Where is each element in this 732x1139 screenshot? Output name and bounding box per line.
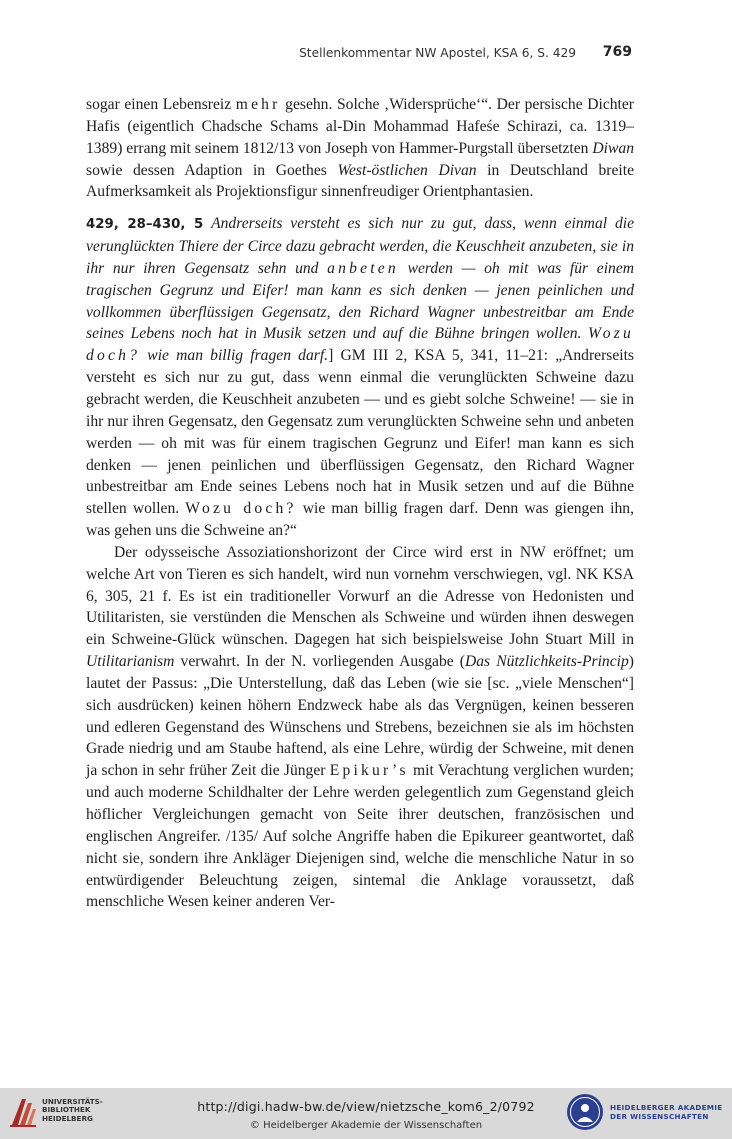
text-run: wie man billig fragen darf. Denn was giengen ihn, was gehen uns die Schweine an?“	[86, 500, 634, 540]
running-head	[86, 44, 634, 64]
text-run: verwahrt. In der N. vorliegenden Ausgabe (	[174, 653, 465, 671]
text-run: sogar einen Lebensreiz	[86, 96, 236, 113]
logo-line: HEIDELBERGER AKADEMIE	[610, 1103, 723, 1112]
lemma-run: werden — oh mit was für einem tragischen Gegrunz und Eifer! man kann es sich denken — jenen peinlichen und vollkommen überflüssigen Gegensatz, den Richard Wagner unbestreitbar am Ende seines Lebens noch hat in Musik setzen und auf die Bühne bringen wollen.	[86, 259, 635, 343]
paragraph-commentary	[86, 542, 634, 913]
spaced-emphasis: anbeten	[327, 259, 399, 277]
italic-title: Diwan	[592, 139, 634, 157]
page-number: 769	[602, 44, 632, 60]
commentary-entry	[86, 213, 634, 542]
viewer-footer	[0, 1088, 732, 1139]
spaced-emphasis: Wozu doch?	[185, 500, 297, 518]
text-run: Der odysseische Assoziationshorizont der Circe wird erst in NW eröffnet; um welche Art von Tieren es sich handelt, wird nun vornehm verschwiegen, vgl. NK KSA 6, 305, 21 f. Es ist ein traditioneller Vorwurf an die Adresse von Hedonisten und Utilitaristen, sie verstünden die Menschen als Schweine und würden ihnen deswegen ein Schweine-Glück wünschen. Dagegen hat sich beispielsweise John Stuart Mill in	[86, 543, 634, 649]
lemma-reference: 429, 28–430, 5	[86, 217, 204, 233]
text-run: mit Verachtung verglichen wurden; und auch moderne Schildhalter der Lehre werden gelegentlich zum Gegenstand gleich höflicher Vergleichungen gemacht von Seite ihrer deutschen, französischen und englischen Angreifer. /135/ Auf solche Angriffe haben die Epikureer geantwortet, daß nicht sie, sondern ihre Ankläger Diejenigen sind, welche die menschliche Natur in so entwürdigender Beleuchtung zeigen, sintemal die Anklage voraussetzt, daß menschliche Wesen keiner anderen Ver-	[86, 762, 634, 911]
text-run: sowie dessen Adaption in Goethes	[86, 161, 338, 179]
text-run: ) lautet der Passus: „Die Unterstellung, daß das Leben (wie sie [sc. „viele Menschen“] sich ausdrücken) keinen höhern Endzweck habe als das Vergnügen, keinen besseren und edleren Gegenstand des Wünschens und Strebens, bezeichnen sie als im höchsten Grade niedrig und am Staube haftend, als eine Lehre, würdig der Schweine, mit denen ja schon in sehr früher Zeit die Jünger	[86, 653, 634, 780]
paragraph-continuation	[86, 94, 634, 203]
logo-line: UNIVERSITÄTS-	[42, 1097, 103, 1106]
running-title: Stellenkommentar NW Apostel, KSA 6, S. 429	[299, 46, 576, 60]
copyright-notice: © Heidelberger Akademie der Wissenschaften	[249, 1120, 483, 1131]
text-run: gesehn. Solche ‚Widersprüche‘“. Der persische Dichter Hafis (eigentlich Chadsche Schams al-Din Mohammad Hafeśe Schirazi, ca. 1319–1389) errang mit seinem 1812/13 von Joseph von Hammer-Purgstall übersetzten	[86, 96, 634, 157]
academy-name	[610, 1103, 722, 1121]
text-run: in Deutschland breite Aufmerksamkeit als Projektionsfigur sinnenfreudiger Orientphantasien.	[86, 161, 634, 201]
italic-title: Utilitarianism	[86, 653, 175, 671]
text-run: ] GM III 2, KSA 5, 341, 11–21: „Andrerseits versteht es sich nur zu gut, dass wenn einmal die verunglückten Schweine dazu gebracht werden, die Keuschheit anzubeten — und es giebt solche Schweine! — sie in ihr nur ihren Gegensatz, den Gegensatz zum verunglückten Schweine sehn und anbeten werden — oh mit was für einem tragischen Gegrunz und Eifer! man kann es sich denken — jenen peinlichen und überflüssigen Gegensatz, den Richard Wagner unbestreitbar am Ende seines Lebens noch hat in Musik setzen und auf die Bühne stellen wollen.	[86, 347, 635, 518]
logo-line: DER WISSENSCHAFTEN	[610, 1112, 709, 1121]
academy-seal-icon	[566, 1093, 604, 1131]
spaced-emphasis: mehr	[235, 96, 281, 113]
lemma-text	[86, 215, 634, 364]
page-body	[86, 94, 634, 913]
spaced-emphasis: Wozu doch?	[86, 325, 634, 365]
permalink-url[interactable]: http://digi.hadw-bw.de/view/nietzsche_kom6_2/0792	[197, 1099, 535, 1114]
italic-title: West-östlichen Divan	[337, 161, 477, 179]
logo-line: HEIDELBERG	[42, 1113, 93, 1123]
lemma-run: Andrerseits versteht es sich nur zu gut, dass, wenn einmal die verunglückten Thiere der Circe dazu gebracht werden, die Keuschheit anzubeten, sie in ihr nur ihren Gegensatz sehn und	[86, 215, 634, 277]
logo-line: BIBLIOTHEK	[42, 1105, 91, 1115]
italic-title: Das Nützlichkeits-Princip	[465, 653, 629, 671]
spaced-emphasis: Epikur’s	[329, 762, 409, 780]
lemma-run: wie man billig fragen darf.	[140, 347, 329, 365]
